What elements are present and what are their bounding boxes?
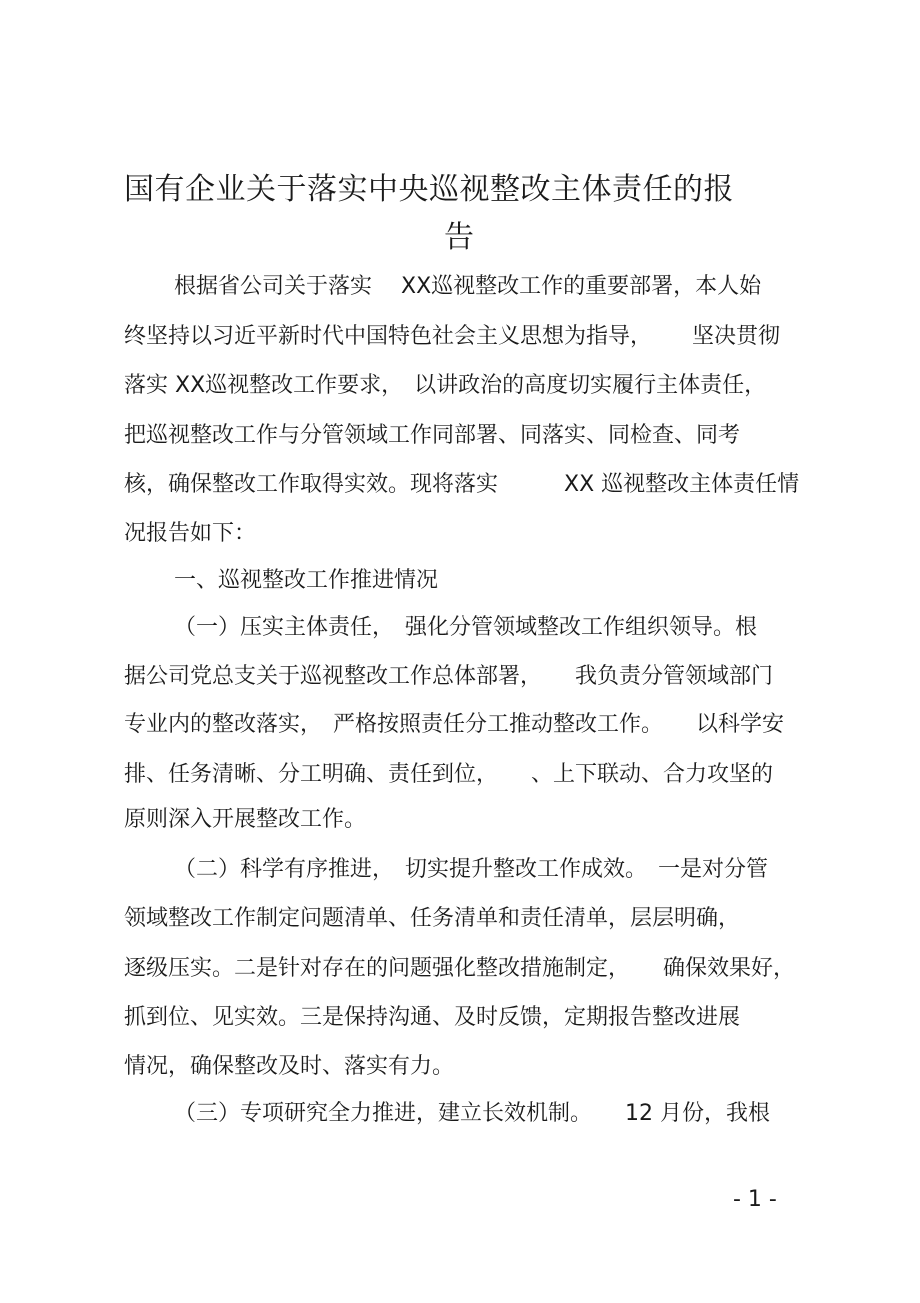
paragraph-line: （三）专项研究全力推进，建立长效机制。 12 月份，我根: [174, 1101, 770, 1126]
document-title-line-2: 告: [444, 220, 475, 255]
paragraph-line: 根据省公司关于落实 XX巡视整改工作的重要部署，本人始: [174, 274, 762, 299]
paragraph-line: 原则深入开展整改工作。: [124, 807, 367, 832]
paragraph-line: 抓到位、见实效。三是保持沟通、及时反馈，定期报告整改进展: [124, 1005, 741, 1030]
paragraph-line: 逐级压实。二是针对存在的问题强化整改措施制定， 确保效果好，: [124, 956, 796, 981]
paragraph-line: 专业内的整改落实， 严格按照责任分工推动整改工作。 以科学安: [124, 712, 785, 737]
document-title-line-1: 国有企业关于落实中央巡视整改主体责任的报: [124, 172, 734, 207]
paragraph-line: 核，确保整改工作取得实效。现将落实 XX 巡视整改主体责任情: [124, 472, 800, 497]
paragraph-line: （一）压实主体责任， 强化分管领域整改工作组织领导。根: [174, 615, 758, 640]
paragraph-line: 情况，确保整改及时、落实有力。: [124, 1054, 455, 1079]
paragraph-line: 把巡视整改工作与分管领域工作同部署、同落实、同检查、同考: [124, 423, 741, 448]
section-heading: 一、巡视整改工作推进情况: [174, 568, 439, 593]
paragraph-line: （二）科学有序推进， 切实提升整改工作成效。 一是对分管: [174, 857, 769, 882]
paragraph-line: 领域整改工作制定问题清单、任务清单和责任清单，层层明确，: [124, 906, 741, 931]
paragraph-line: 据公司党总支关于巡视整改工作总体部署， 我负责分管领域部门: [124, 664, 774, 689]
paragraph-line: 况报告如下：: [124, 521, 257, 546]
page-number: - 1 -: [733, 1187, 777, 1212]
paragraph-line: 落实 XX巡视整改工作要求， 以讲政治的高度切实履行主体责任，: [124, 373, 767, 398]
paragraph-line: 终坚持以习近平新时代中国特色社会主义思想为指导， 坚决贯彻: [124, 324, 780, 349]
paragraph-line: 排、任务清晰、分工明确、责任到位， 、上下联动、合力攻坚的: [124, 762, 774, 787]
